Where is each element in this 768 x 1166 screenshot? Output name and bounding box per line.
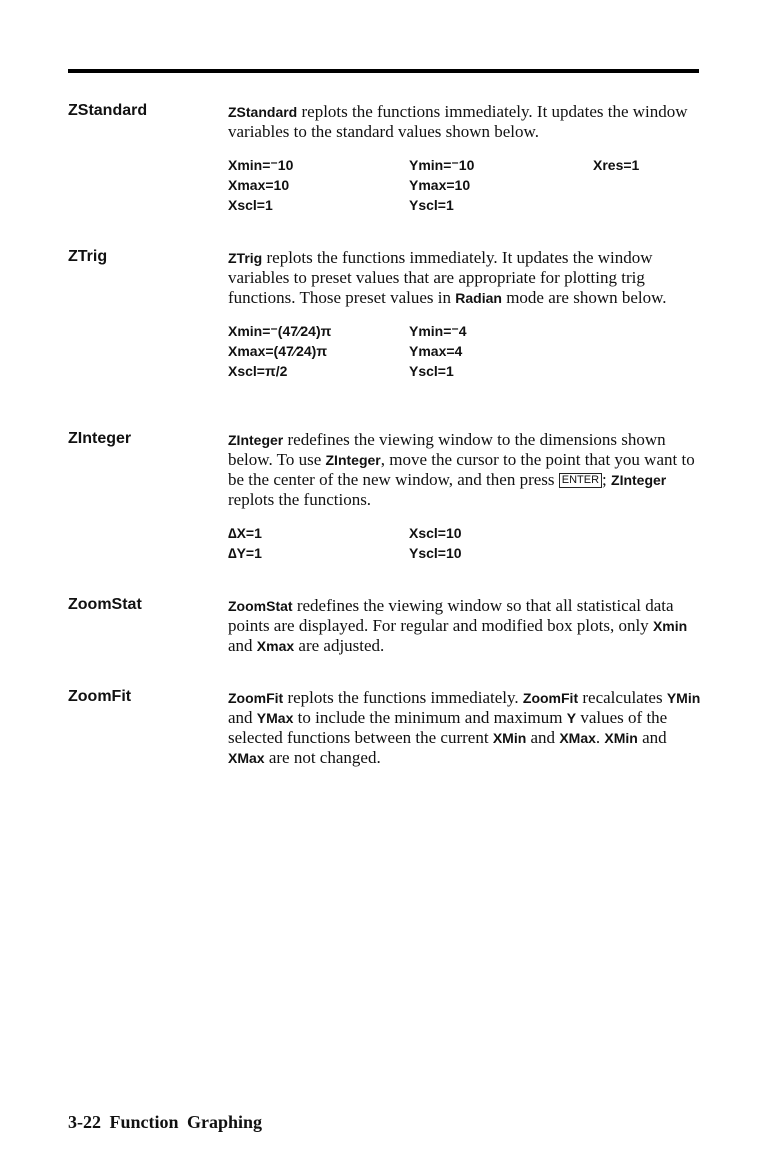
term-zinteger: ZInteger [68,430,132,447]
window-vars-zstandard [228,155,703,215]
header-rule [68,69,699,73]
description-zinteger: ZInteger redefines the viewing window to the dimensions shown below. To use ZInteger, move the cursor to the point that you want to be the center of the new window, and then press ENTER ; ZInteger replots the functions. ∆X=1 Xscl=10 ∆Y=1 Yscl=10 [228,430,703,563]
keyword: ZoomFit [522,690,579,706]
description-zstandard: ZStandard replots the functions immediately. It updates the window variables to the standard values shown below. Xmin=⁻10 Ymin=⁻10 Xres=1 Xmax=10 Ymax=10 Xscl=1 Yscl=1 [228,102,703,215]
var: Xres=1 [593,157,640,173]
var: Xscl=π/2 [228,363,288,379]
term-zoomfit: ZoomFit [68,688,132,705]
var: Xscl=1 [228,197,273,213]
window-vars-zinteger [228,523,703,563]
page-footer: 3-22 Function Graphing [68,1112,263,1132]
description-zoomfit: ZoomFit replots the functions immediately. ZoomFit recalculates YMin and YMax to include the minimum and maximum Y values of the selected functions between the current XMin and XMax. XMin and XMax are not changed. [228,688,701,767]
var: Ymin=⁻10 [409,157,475,173]
var: Xmax=(47⁄24)π [228,343,328,359]
term-ztrig: ZTrig [68,248,108,265]
keyword: ZInteger [325,452,381,468]
keyword: ZStandard [228,104,298,120]
keyword: Y [566,710,577,726]
description-zoomstat: ZoomStat redefines the viewing window so that all statistical data points are displayed. For regular and modified box plots, only Xmin and Xmax are adjusted. [228,596,688,655]
keyword: YMax [256,710,294,726]
keyword: ZoomStat [228,598,293,614]
var: Ymax=10 [409,177,471,193]
enter-key-icon: ENTER [559,473,602,488]
description-ztrig: ZTrig replots the functions immediately. It updates the window variables to preset values that are appropriate for plotting trig functions. Those preset values in Radian mode are shown below. Xmin=⁻(47⁄24)π Ymin=⁻4 Xmax=(47⁄24)π Ymax=4 Xscl=π/2 Yscl=1 [228,248,703,381]
var: Xmin=⁻10 [228,157,294,173]
keyword: ZInteger [228,432,284,448]
var: ∆Y=1 [228,545,262,561]
var: Xmax=10 [228,177,290,193]
keyword: ZoomFit [228,690,284,706]
keyword: Xmin [652,618,688,634]
var: Yscl=1 [409,197,454,213]
var: Xmin=⁻(47⁄24)π [228,323,332,339]
keyword: Radian [455,290,502,306]
keyword: YMin [666,690,701,706]
var: Xscl=10 [409,525,462,541]
var: Ymax=4 [409,343,463,359]
term-zoomstat: ZoomStat [68,596,142,613]
keyword: XMax [228,750,265,766]
var: Yscl=1 [409,363,454,379]
keyword: Xmax [256,638,295,654]
var: ∆X=1 [228,525,262,541]
keyword: XMax [559,730,596,746]
term-zstandard: ZStandard [68,102,148,119]
keyword: ZInteger [611,472,667,488]
window-vars-ztrig [228,321,703,381]
keyword: ZTrig [228,250,263,266]
var: Ymin=⁻4 [409,323,467,339]
keyword: XMin [604,730,638,746]
keyword: XMin [492,730,527,746]
var: Yscl=10 [409,545,462,561]
